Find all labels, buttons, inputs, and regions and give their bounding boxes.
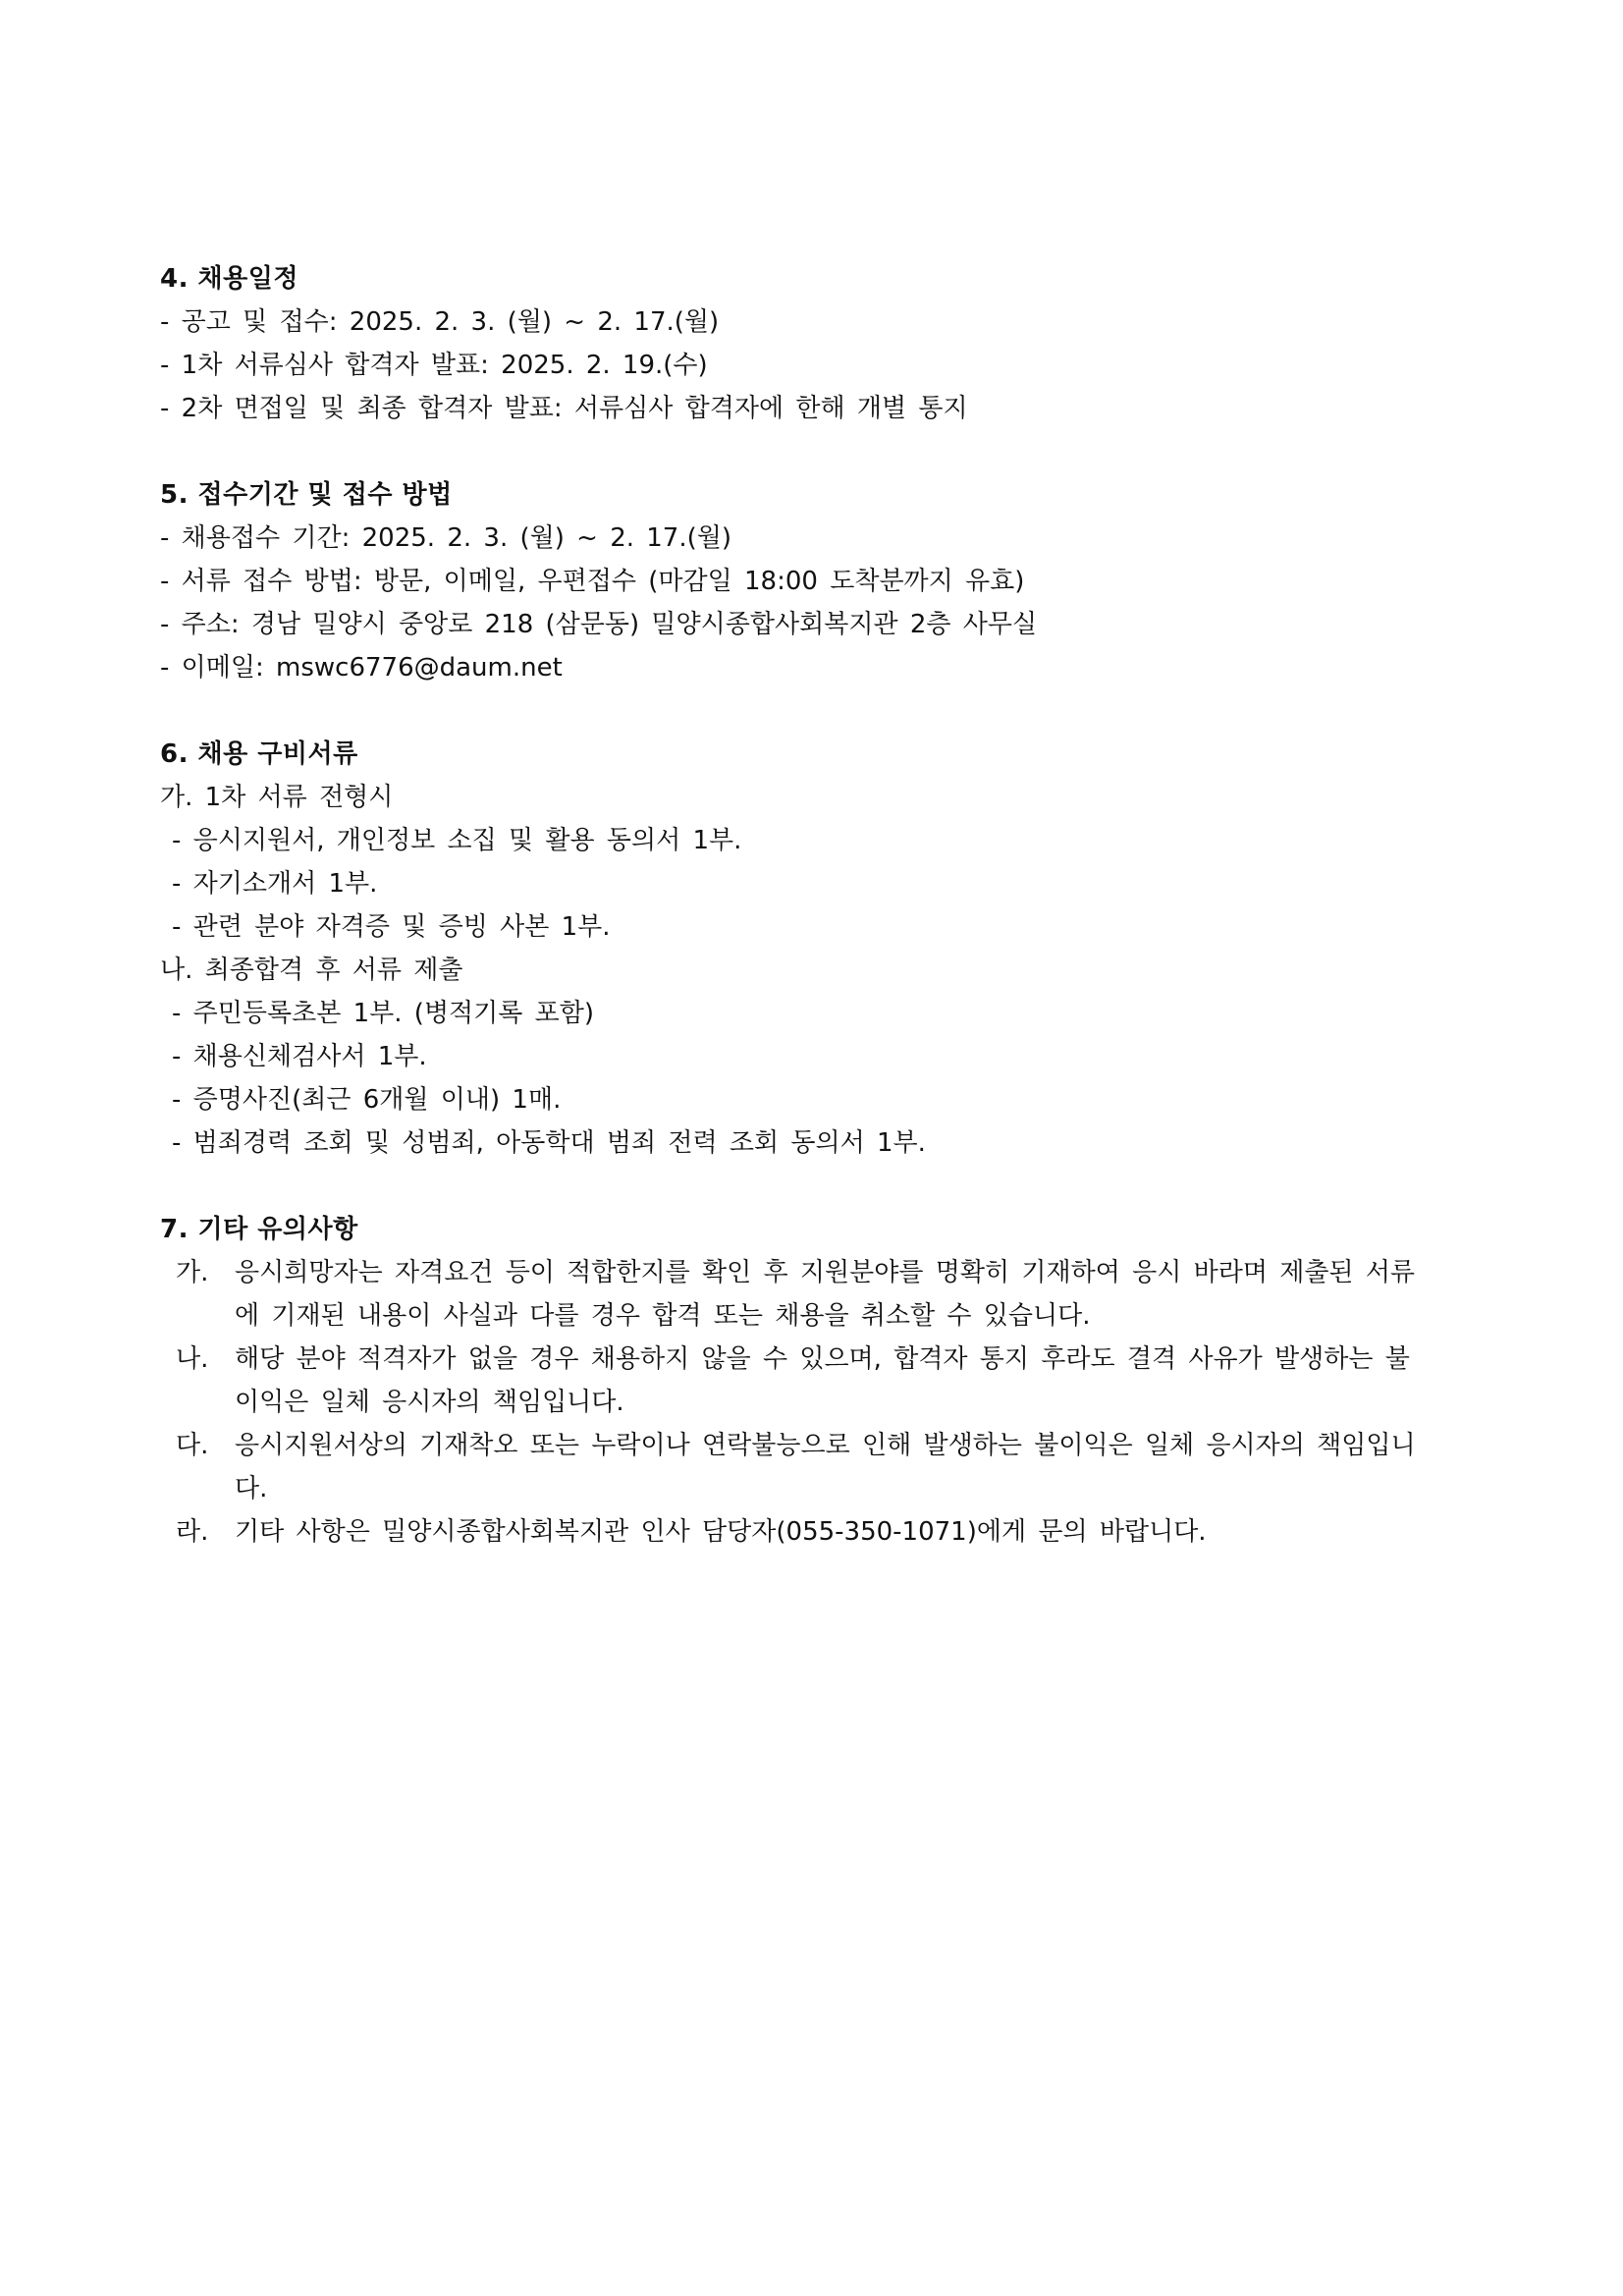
note-text: 응시지원서상의 기재착오 또는 누락이나 연락불능으로 인해 발생하는 불이익은 일체 응시자의 책임입니 xyxy=(235,1431,1416,1460)
note-text-continued: 다. xyxy=(235,1474,268,1503)
list-item: - 서류 접수 방법: 방문, 이메일, 우편접수 (마감일 18:00 도착분까지 유효) xyxy=(160,567,1025,596)
list-item: - 자기소개서 1부. xyxy=(172,869,378,899)
note-text: 기타 사항은 밀양시종합사회복지관 인사 담당자(055-350-1071)에게 문의 바랍니다. xyxy=(235,1517,1207,1547)
section-title: 7. 기타 유의사항 xyxy=(160,1215,358,1244)
note-marker: 나. xyxy=(176,1344,209,1374)
list-item: - 범죄경력 조회 및 성범죄, 아동학대 범죄 전력 조회 동의서 1부. xyxy=(172,1128,926,1158)
list-item: - 1차 서류심사 합격자 발표: 2025. 2. 19.(수) xyxy=(160,351,708,380)
subsection-heading: 나. 최종합격 후 서류 제출 xyxy=(160,956,463,985)
list-item: - 이메일: mswc6776@daum.net xyxy=(160,653,563,683)
list-item: - 증명사진(최근 6개월 이내) 1매. xyxy=(172,1085,562,1115)
section-schedule xyxy=(160,257,1495,430)
list-item: - 2차 면접일 및 최종 합격자 발표: 서류심사 합격자에 한해 개별 통지 xyxy=(160,394,968,423)
section-title: 4. 채용일정 xyxy=(160,264,298,294)
list-item: - 응시지원서, 개인정보 소집 및 활용 동의서 1부. xyxy=(172,826,742,855)
section-documents xyxy=(160,733,1495,1165)
note-marker: 라. xyxy=(176,1517,209,1547)
section-notes xyxy=(160,1208,1495,1554)
section-title: 6. 채용 구비서류 xyxy=(160,739,358,769)
list-item: - 채용신체검사서 1부. xyxy=(172,1042,427,1071)
note-text: 해당 분야 적격자가 없을 경우 채용하지 않을 수 있으며, 합격자 통지 후라도 결격 사유가 발생하는 불 xyxy=(235,1344,1410,1374)
note-item xyxy=(160,1338,1495,1381)
note-text-continued: 이익은 일체 응시자의 책임입니다. xyxy=(235,1388,624,1417)
section-title: 5. 접수기간 및 접수 방법 xyxy=(160,480,453,510)
note-marker: 다. xyxy=(176,1431,209,1460)
list-item: - 주소: 경남 밀양시 중앙로 218 (삼문동) 밀양시종합사회복지관 2층 사무실 xyxy=(160,610,1038,639)
note-item xyxy=(160,1251,1495,1294)
list-item: - 주민등록초본 1부. (병적기록 포함) xyxy=(172,999,595,1028)
document-page xyxy=(160,257,1495,1597)
list-item: - 관련 분야 자격증 및 증빙 사본 1부. xyxy=(172,912,611,942)
note-text-continued: 에 기재된 내용이 사실과 다를 경우 합격 또는 채용을 취소할 수 있습니다. xyxy=(235,1301,1091,1331)
list-item: - 채용접수 기간: 2025. 2. 3. (월) ~ 2. 17.(월) xyxy=(160,523,732,553)
list-item: - 공고 및 접수: 2025. 2. 3. (월) ~ 2. 17.(월) xyxy=(160,307,720,337)
note-item xyxy=(160,1510,1495,1554)
note-item xyxy=(160,1424,1495,1467)
section-application xyxy=(160,473,1495,689)
note-text: 응시희망자는 자격요건 등이 적합한지를 확인 후 지원분야를 명확히 기재하여 응시 바라며 제출된 서류 xyxy=(235,1258,1416,1287)
subsection-heading: 가. 1차 서류 전형시 xyxy=(160,783,394,812)
note-marker: 가. xyxy=(176,1258,209,1287)
